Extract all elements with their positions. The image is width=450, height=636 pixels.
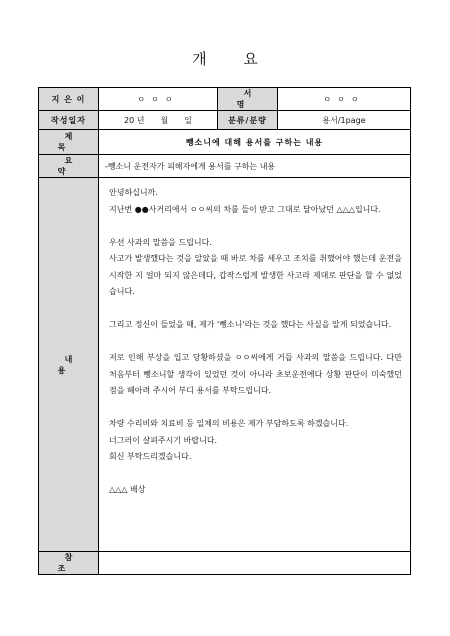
form-row-date [39, 111, 411, 130]
form-row-summary [39, 155, 411, 178]
date-label: 작성일자 [39, 111, 99, 130]
content-line: 우선 사과의 말씀을 드립니다. [109, 237, 212, 247]
author-value: ㅇㅇㅇ [99, 88, 218, 111]
content-line: 사고가 발생했다는 것을 알았을 때 바로 차를 세우고 조치를 취했어야 했는데 운전을 시작한 지 얼마 되지 않은데다, 갑작스럽게 발생한 사고라 제대로 판단을 할 수 없었습니다. [109, 254, 402, 296]
reference-value [99, 552, 411, 575]
content-signature: △△△ 배상 [109, 485, 146, 494]
content-blank-line [109, 334, 402, 351]
reference-label: 참 조 [39, 552, 99, 575]
content-blank-line [109, 400, 402, 417]
form-row-author [39, 88, 411, 111]
date-day: 일 [184, 115, 192, 125]
form-row-content [39, 178, 411, 552]
form-row-reference [39, 552, 411, 575]
date-month: 월 [160, 115, 169, 125]
category-value: 용서/1page [278, 111, 411, 130]
content-line: 그리고 정신이 들었을 때, 제가 '뺑소니'라는 것을 했다는 사실을 알게 되었습니다. [109, 320, 392, 329]
document-form-table [38, 87, 411, 575]
content-line: 회신 부탁드리겠습니다. [109, 452, 192, 461]
subject-value: 뺑소니에 대해 용서를 구하는 내용 [99, 130, 411, 155]
form-row-subject [39, 130, 411, 155]
date-value [99, 111, 218, 130]
content-blank-line [109, 466, 402, 483]
content-body [99, 178, 411, 552]
author-label: 지 은 이 [39, 88, 99, 111]
category-label: 분류/분량 [218, 111, 278, 130]
content-blank-line [109, 301, 402, 318]
content-line: 지난번 ●●사거리에서 ㅇㅇ씨의 차를 들이 받고 그대로 달아났던 △△△입니다. [109, 204, 381, 214]
content-label: 내 용 [39, 178, 99, 552]
sign-value: ㅇㅇㅇ [278, 88, 411, 111]
summary-value: -뺑소니 운전자가 피해자에게 용서를 구하는 내용 [99, 155, 411, 178]
date-year: 20 년 [124, 115, 145, 125]
content-blank-line [109, 218, 402, 235]
content-line: 안녕하십니까. [109, 188, 158, 197]
subject-label: 제 목 [39, 130, 99, 155]
content-line: 너그러이 살펴주시기 바랍니다. [109, 435, 218, 445]
summary-label: 요 약 [39, 155, 99, 178]
content-line: 차량 수리비와 치료비 등 일체의 비용은 제가 부담하도록 하겠습니다. [109, 419, 349, 428]
page-title: 개 요 [192, 50, 274, 68]
content-line: 저로 인해 부상을 입고 당황하셨을 ㅇㅇ씨에게 거듭 사과의 말씀을 드립니다. 다만 처음부터 뺑소니할 생각이 있었던 것이 아니라 초보운전에다 상황 판단이 미숙했던 점을 헤아려 주시어 부디 용서를 부탁드립니다. [109, 353, 402, 395]
sign-label: 서 명 [218, 88, 278, 111]
